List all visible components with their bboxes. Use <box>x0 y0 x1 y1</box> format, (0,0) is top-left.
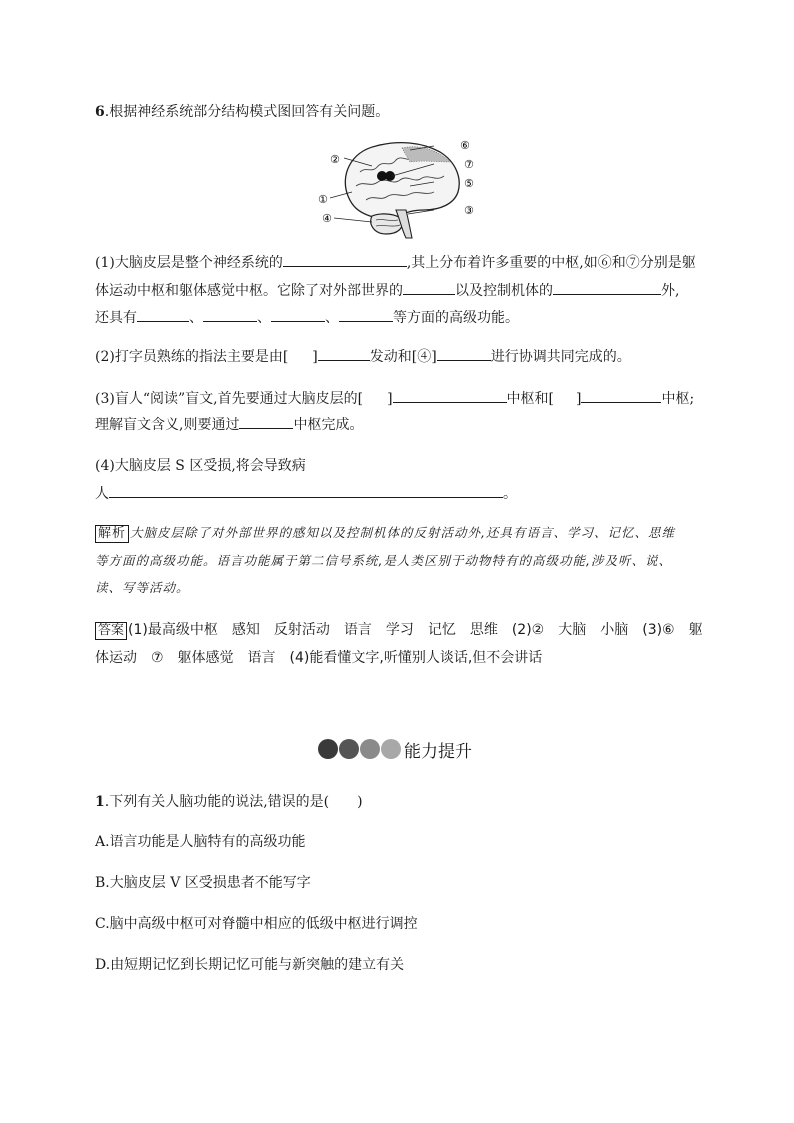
subquestion-4-line-1 <box>95 456 306 476</box>
question-1-stem <box>95 792 363 812</box>
section-title: 能力提升 <box>404 741 472 762</box>
text: 体运动中枢和躯体感觉中枢。它除了对外部世界的 <box>95 283 403 299</box>
text: 还具有 <box>95 310 137 326</box>
text: ] <box>312 349 318 365</box>
subquestion-1-line-3 <box>95 307 519 328</box>
answer-blank[interactable] <box>437 346 491 361</box>
answer-blank[interactable] <box>109 483 503 498</box>
figure-label-3: ③ <box>464 204 474 217</box>
question-text: .下列有关人脑功能的说法,错误的是( ) <box>104 794 363 810</box>
figure-label-7: ⑦ <box>464 158 474 171</box>
analysis-line-3 <box>95 578 190 598</box>
separator: 、 <box>257 310 271 326</box>
text: 发动和[④] <box>369 349 437 365</box>
text: (1)最高级中枢 感知 反射活动 语言 学习 记忆 思维 (2)② 大脑 小脑 (3)⑥ 躯 <box>128 622 703 638</box>
answer-blank[interactable] <box>553 280 661 295</box>
question-number: 6 <box>95 104 105 120</box>
text: 读、写等活动。 <box>95 580 190 595</box>
analysis-tag: 解析 <box>95 525 129 543</box>
answer-blank[interactable] <box>239 414 293 429</box>
analysis-line-1 <box>95 523 675 543</box>
option-text: B.大脑皮层 V 区受损患者不能写字 <box>95 875 311 891</box>
dot-icon <box>381 739 401 759</box>
subquestion-4-line-2 <box>95 483 517 504</box>
text: 中枢; <box>661 391 695 407</box>
dot-icon <box>339 739 359 759</box>
dot-icon <box>360 739 380 759</box>
question-text: .根据神经系统部分结构模式图回答有关问题。 <box>104 104 390 120</box>
answer-blank[interactable] <box>318 346 370 361</box>
text: 理解盲文含义,则要通过 <box>95 417 240 433</box>
text: (4)大脑皮层 S 区受损,将会导致病 <box>95 458 306 474</box>
option-text: A.语言功能是人脑特有的高级功能 <box>95 834 306 850</box>
section-header <box>318 736 472 762</box>
subquestion-1-line-1 <box>95 252 696 273</box>
subquestion-2 <box>95 346 631 367</box>
option-text: D.由短期记忆到长期记忆可能与新突触的建立有关 <box>95 957 405 973</box>
text: (1)大脑皮层是整个神经系统的 <box>95 255 283 271</box>
text: 外, <box>661 283 680 299</box>
figure-label-2: ② <box>330 153 340 166</box>
separator: 、 <box>325 310 339 326</box>
answer-blank[interactable] <box>271 307 325 322</box>
separator: 、 <box>189 310 203 326</box>
answer-tag: 答案 <box>95 622 127 640</box>
text: 进行协调共同完成的。 <box>490 349 631 365</box>
answer-blank[interactable] <box>393 388 507 403</box>
dot-icon <box>318 739 338 759</box>
option-b[interactable] <box>95 873 311 893</box>
text: 中枢和[ <box>506 391 554 407</box>
answer-line-1 <box>95 620 703 640</box>
option-a[interactable] <box>95 832 306 852</box>
text: ] <box>576 391 582 407</box>
option-c[interactable] <box>95 914 418 934</box>
figure-label-6: ⑥ <box>460 139 470 152</box>
subquestion-1-line-2 <box>95 280 679 301</box>
brain-structure-figure <box>310 136 480 240</box>
question-number: 1 <box>95 794 105 810</box>
answer-blank[interactable] <box>137 307 189 322</box>
text: ,其上分布着许多重要的中枢,如⑥和⑦分别是躯 <box>406 255 696 271</box>
text: 等方面的高级功能。语言功能属于第二信号系统,是人类区别于动物特有的高级功能,涉及听、说、 <box>95 553 672 568</box>
figure-label-5: ⑤ <box>464 177 474 190</box>
text: 以及控制机体的 <box>455 283 553 299</box>
text: 人 <box>95 486 109 502</box>
option-text: C.脑中高级中枢可对脊髓中相应的低级中枢进行调控 <box>95 916 418 932</box>
answer-blank[interactable] <box>581 388 661 403</box>
text: 体运动 ⑦ 躯体感觉 语言 (4)能看懂文字,听懂别人谈话,但不会讲话 <box>95 650 543 666</box>
answer-blank[interactable] <box>339 307 393 322</box>
text: 中枢完成。 <box>293 417 364 433</box>
text: (2)打字员熟练的指法主要是由[ <box>95 349 289 365</box>
text: (3)盲人“阅读”盲文,首先要通过大脑皮层的[ <box>95 391 364 407</box>
text: 。 <box>503 486 517 502</box>
answer-line-2 <box>95 648 542 668</box>
answer-blank[interactable] <box>403 280 455 295</box>
question-6-stem <box>95 102 389 122</box>
figure-label-4: ④ <box>322 212 332 225</box>
option-d[interactable] <box>95 955 404 975</box>
figure-label-1: ① <box>318 193 328 206</box>
answer-blank[interactable] <box>283 252 407 267</box>
analysis-line-2 <box>95 551 672 571</box>
answer-blank[interactable] <box>203 307 257 322</box>
subquestion-3-line-2 <box>95 414 363 435</box>
text: 大脑皮层除了对外部世界的感知以及控制机体的反射活动外,还具有语言、学习、记忆、思维 <box>130 525 675 540</box>
text: ] <box>387 391 393 407</box>
subquestion-3-line-1 <box>95 388 694 409</box>
text: 等方面的高级功能。 <box>393 310 519 326</box>
